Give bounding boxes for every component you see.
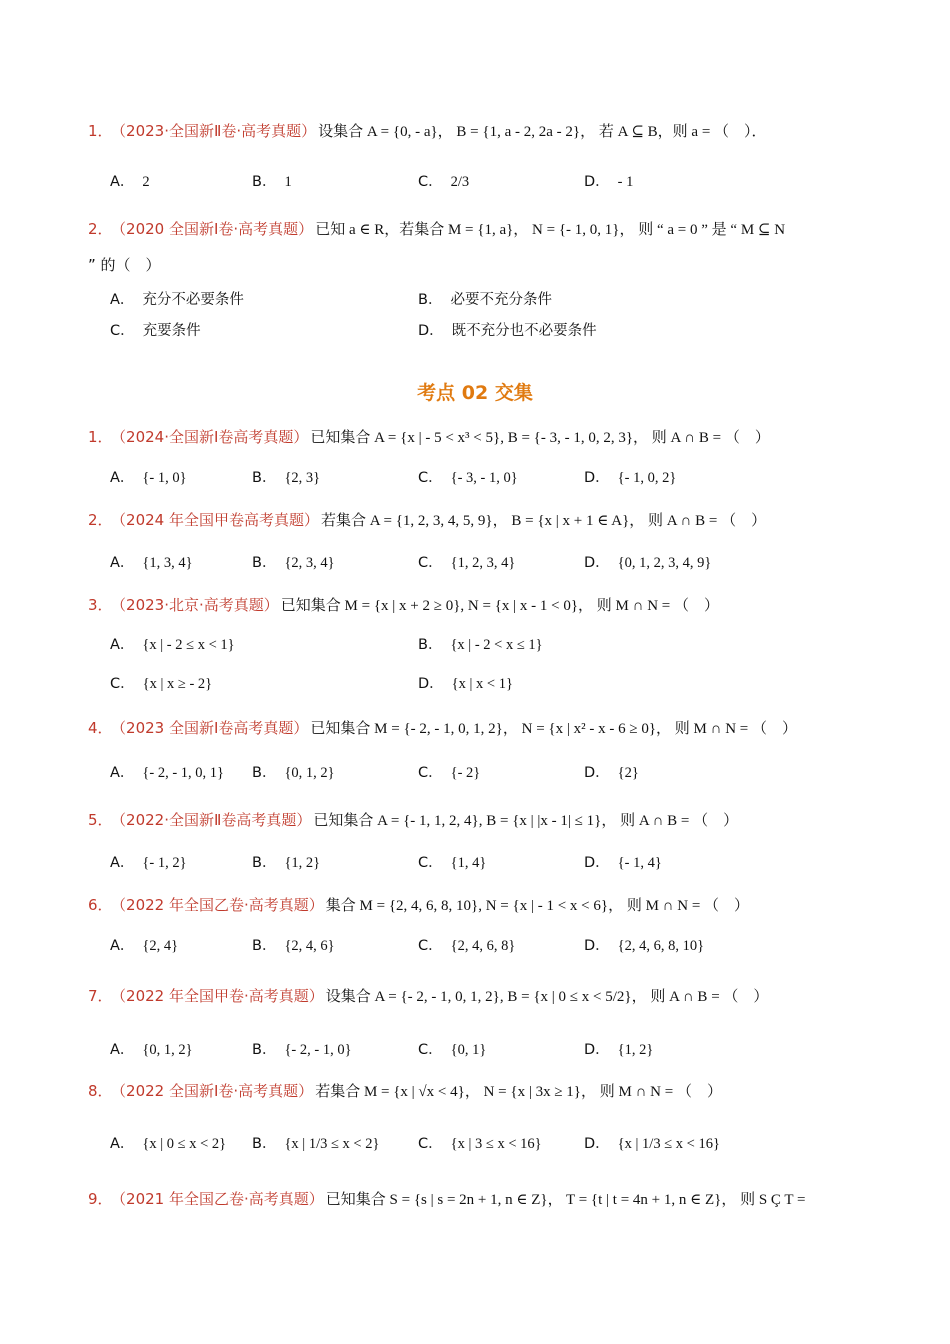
question-source: （2020 全国新Ⅰ卷·高考真题）	[118, 220, 314, 238]
option-b: B． {0, 1, 2}	[252, 765, 335, 781]
option-d: D． {2}	[584, 765, 639, 781]
option-c: C． {x | 3 ≤ x < 16}	[418, 1136, 542, 1152]
question-stem-continued: ” 的（ ）	[88, 256, 161, 274]
option-b: B． {2, 4, 6}	[252, 938, 335, 954]
question-s2-2: 2． （2024 年全国甲卷高考真题） 若集合 A = {1, 2, 3, 4, 5, 9}， B = {x | x + 1 ∈ A}， 则 A ∩ B = （ ）	[88, 511, 767, 529]
option-b: B． {2, 3, 4}	[252, 555, 335, 571]
option-b: B． {1, 2}	[252, 855, 321, 871]
question-number: 2．	[88, 220, 113, 238]
option-b: B． {x | 1/3 ≤ x < 2}	[252, 1136, 380, 1152]
question-s2-7: 7． （2022 年全国甲卷·高考真题） 设集合 A = {- 2, - 1, 0, 1, 2}, B = {x | 0 ≤ x < 5/2}， 则 A ∩ B = （ ）	[88, 987, 769, 1005]
option-d: D． {- 1, 0, 2}	[584, 470, 677, 486]
question-source: （2023·全国新Ⅱ卷·高考真题）	[118, 122, 317, 140]
option-b: B． 必要不充分条件	[418, 292, 552, 308]
option-b: B． 1	[252, 174, 292, 190]
option-d: D． {0, 1, 2, 3, 4, 9}	[584, 555, 712, 571]
option-d: D． {- 1, 4}	[584, 855, 662, 871]
question-s2-9: 9． （2021 年全国乙卷·高考真题） 已知集合 S = {s | s = 2n + 1, n ∈ Z}， T = {t | t = 4n + 1, n ∈ Z}， 则 S Ç T =	[88, 1190, 806, 1208]
option-c: C． 2/3	[418, 174, 470, 190]
option-b: B． {2, 3}	[252, 470, 321, 486]
question-s2-8: 8． （2022 全国新Ⅰ卷·高考真题） 若集合 M = {x | √x < 4}， N = {x | 3x ≥ 1}， 则 M ∩ N = （ ）	[88, 1082, 722, 1100]
option-a: A． 2	[110, 174, 150, 190]
option-c: C． {0, 1}	[418, 1042, 487, 1058]
option-a: A． {0, 1, 2}	[110, 1042, 193, 1058]
question-stem: 设集合 A = {0, - a}， B = {1, a - 2, 2a - 2}， 若 A ⊆ B，则 a = （ ）．	[318, 124, 767, 140]
option-d: D． {2, 4, 6, 8, 10}	[584, 938, 705, 954]
option-a: A． {1, 3, 4}	[110, 555, 193, 571]
option-a: A． {2, 4}	[110, 938, 179, 954]
option-a: A． {- 1, 0}	[110, 470, 187, 486]
section-title: 考点 02 交集	[417, 382, 533, 404]
question-s2-5: 5． （2022·全国新Ⅱ卷高考真题） 已知集合 A = {- 1, 1, 2, 4}, B = {x | |x - 1| ≤ 1}， 则 A ∩ B = （ ）	[88, 811, 739, 829]
option-c: C． {1, 4}	[418, 855, 487, 871]
option-d: D． 既不充分也不必要条件	[418, 323, 597, 339]
question-s1-1	[88, 120, 767, 141]
question-s2-6: 6． （2022 年全国乙卷·高考真题） 集合 M = {2, 4, 6, 8, 10}, N = {x | - 1 < x < 6}， 则 M ∩ N = （ ）	[88, 896, 750, 914]
question-s2-1: 1． （2024·全国新Ⅰ卷高考真题） 已知集合 A = {x | - 5 < x³ < 5}, B = {- 3, - 1, 0, 2, 3}， 则 A ∩ B = （ ）	[88, 428, 770, 446]
option-c: C． 充要条件	[110, 323, 201, 339]
option-d: D． {x | x < 1}	[418, 676, 513, 692]
question-number: 1．	[88, 122, 113, 140]
option-a: A． {- 2, - 1, 0, 1}	[110, 765, 224, 781]
option-c: C． {- 2}	[418, 765, 481, 781]
option-d: D． {1, 2}	[584, 1042, 654, 1058]
option-c: C． {x | x ≥ - 2}	[110, 676, 213, 692]
option-a: A． {- 1, 2}	[110, 855, 187, 871]
option-b: B． {x | - 2 < x ≤ 1}	[418, 637, 543, 653]
option-a: A． {x | - 2 ≤ x < 1}	[110, 637, 235, 653]
option-c: C． {- 3, - 1, 0}	[418, 470, 518, 486]
option-d: D． {x | 1/3 ≤ x < 16}	[584, 1136, 720, 1152]
question-s2-4: 4． （2023 全国新Ⅰ卷高考真题） 已知集合 M = {- 2, - 1, 0, 1, 2}， N = {x | x² - x - 6 ≥ 0}， 则 M ∩ N = （ ）	[88, 719, 797, 737]
option-c: C． {2, 4, 6, 8}	[418, 938, 516, 954]
question-s2-3: 3． （2023·北京·高考真题） 已知集合 M = {x | x + 2 ≥ 0}, N = {x | x - 1 < 0}， 则 M ∩ N = （ ）	[88, 596, 720, 614]
option-a: A． 充分不必要条件	[110, 292, 244, 308]
option-a: A． {x | 0 ≤ x < 2}	[110, 1136, 227, 1152]
question-s1-2	[88, 218, 785, 239]
question-stem: 已知 a ∈ R，若集合 M = {1, a}， N = {- 1, 0, 1}， 则 “ a = 0 ” 是 “ M ⊆ N	[315, 222, 786, 238]
option-d: D． - 1	[584, 174, 634, 190]
option-b: B． {- 2, - 1, 0}	[252, 1042, 352, 1058]
option-c: C． {1, 2, 3, 4}	[418, 555, 516, 571]
